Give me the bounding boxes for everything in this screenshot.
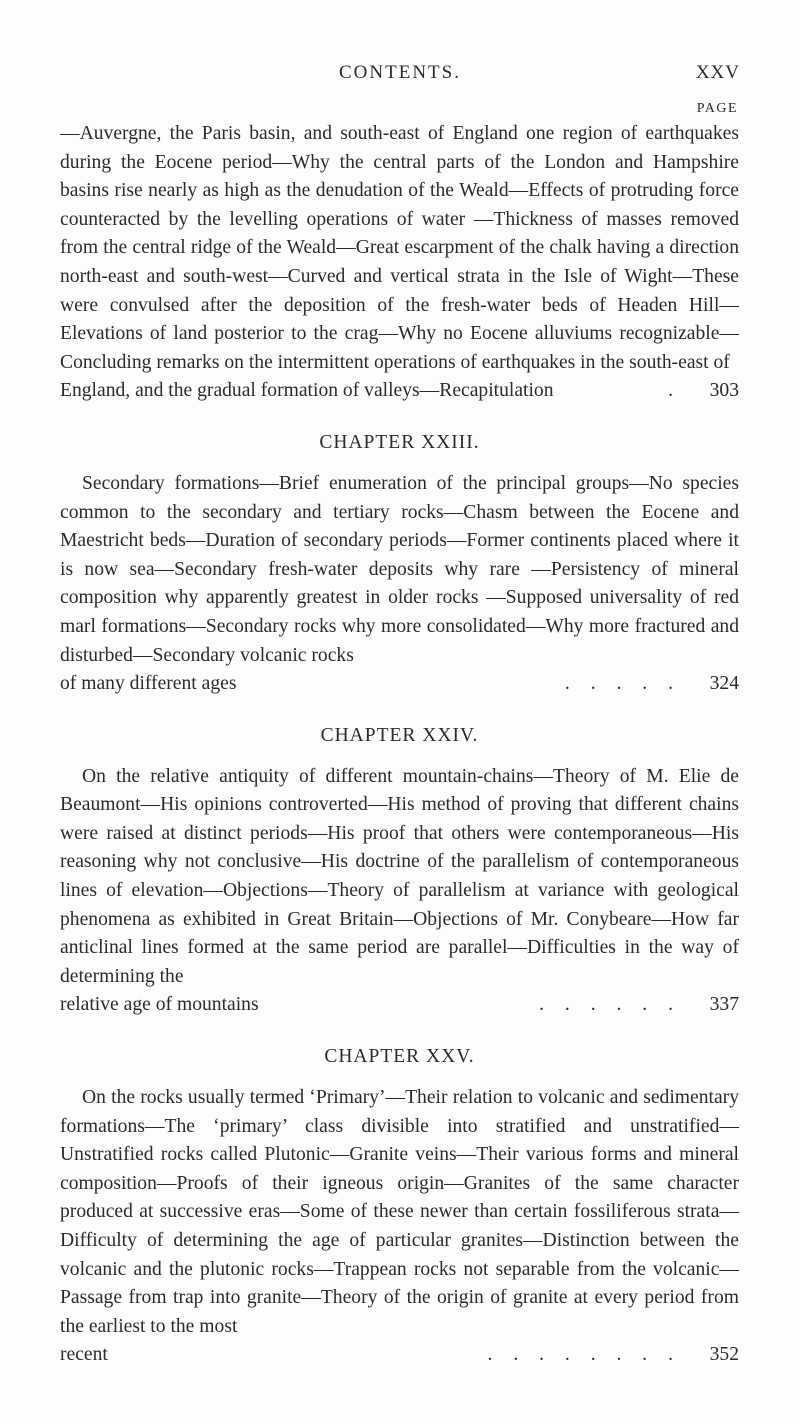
contents-entry xyxy=(60,1044,739,1370)
entry-page-number: 324 xyxy=(709,673,739,695)
contents-entry xyxy=(60,120,739,406)
contents-entry xyxy=(60,430,739,699)
chapter-heading: CHAPTER XXV. xyxy=(324,1046,475,1068)
entry-last-line xyxy=(60,670,739,699)
entry-page-number: 303 xyxy=(709,380,739,402)
entry-last-line xyxy=(60,377,739,406)
dot-leader: . . . . . xyxy=(564,673,681,695)
entry-summary: —Auvergne, the Paris basin, and south-east of England one region of earthquakes during the Eocene period—Why the central parts of the London and Hampshire basins rise nearly as high as the denudation of the Weald—Effects of protruding force counteracted by the levelling operations of water —Thickness of masses removed from the central ridge of the Weald—Great escarpment of the chalk having a direction north-east and south-west—Curved and vertical strata in the Isle of Wight—These were convulsed after the deposition of the fresh-water beds of Headen Hill—Elevations of land posterior to the crag—Why no Eocene alluviums recognizable—Concluding remarks on the intermittent operations of earthquakes in the south-east of xyxy=(60,123,739,373)
chapter-heading: CHAPTER XXIII. xyxy=(319,431,480,453)
entry-last-line xyxy=(60,1341,739,1370)
dot-leader: . . . . . . xyxy=(539,994,681,1016)
running-head xyxy=(60,62,740,92)
entry-summary-end: of many different ages xyxy=(60,673,237,695)
contents-entry xyxy=(60,723,739,1020)
dot-leader: . xyxy=(668,380,681,402)
entry-summary-end: recent xyxy=(60,1344,108,1366)
entry-summary-end: relative age of mountains xyxy=(60,994,259,1016)
contents-list xyxy=(60,120,739,1370)
chapter-heading: CHAPTER XXIV. xyxy=(320,724,479,746)
entry-page-number: 352 xyxy=(709,1344,739,1366)
running-title: CONTENTS. xyxy=(339,62,461,83)
page-column-label: PAGE xyxy=(696,101,738,116)
entry-page-number: 337 xyxy=(709,994,739,1016)
entry-summary-end: England, and the gradual formation of valleys—Recapitulation xyxy=(60,380,554,402)
entry-summary: Secondary formations—Brief enumeration of the principal groups—No species common to the secondary and tertiary rocks—Chasm between the Eocene and Maestricht beds—Duration of secondary periods—Former continents placed where it is now sea—Secondary fresh-water deposits why rare —Persistency of mineral composition why apparently greatest in older rocks —Supposed universality of red marl formations—Secondary rocks why more consolidated—Why more fractured and disturbed—Secondary volcanic rocks xyxy=(60,472,739,666)
entry-summary: On the relative antiquity of different mountain-chains—Theory of M. Elie de Beaumont—His opinions controverted—His method of proving that different chains were raised at distinct periods—His proof that others were contemporaneous—His reasoning why not conclusive—His doctrine of the parallelism of contemporaneous lines of elevation—Objections—Theory of parallelism at variance with geological phenomena as exhibited in Great Britain—Objections of Mr. Conybeare—How far anticlinal lines formed at the same period are parallel—Difficulties in the way of determining the xyxy=(60,765,739,987)
page-folio: XXV xyxy=(695,62,740,83)
entry-last-line xyxy=(60,991,739,1020)
dot-leader: . . . . . . . . xyxy=(487,1344,681,1366)
entry-summary: On the rocks usually termed ‘Primary’—Their relation to volcanic and sedimentary formations—The ‘primary’ class divisible into stratified and unstratified—Unstratified rocks called Plutonic—Granite veins—Their various forms and mineral composition—Proofs of their igneous origin—Granites of the same character produced at successive eras—Some of these newer than certain fossiliferous strata—Difficulty of determining the age of particular granites—Distinction between the volcanic and the plutonic rocks—Trappean rocks not separable from the volcanic—Passage from trap into granite—Theory of the origin of granite at every period from the earliest to the most xyxy=(60,1087,739,1337)
